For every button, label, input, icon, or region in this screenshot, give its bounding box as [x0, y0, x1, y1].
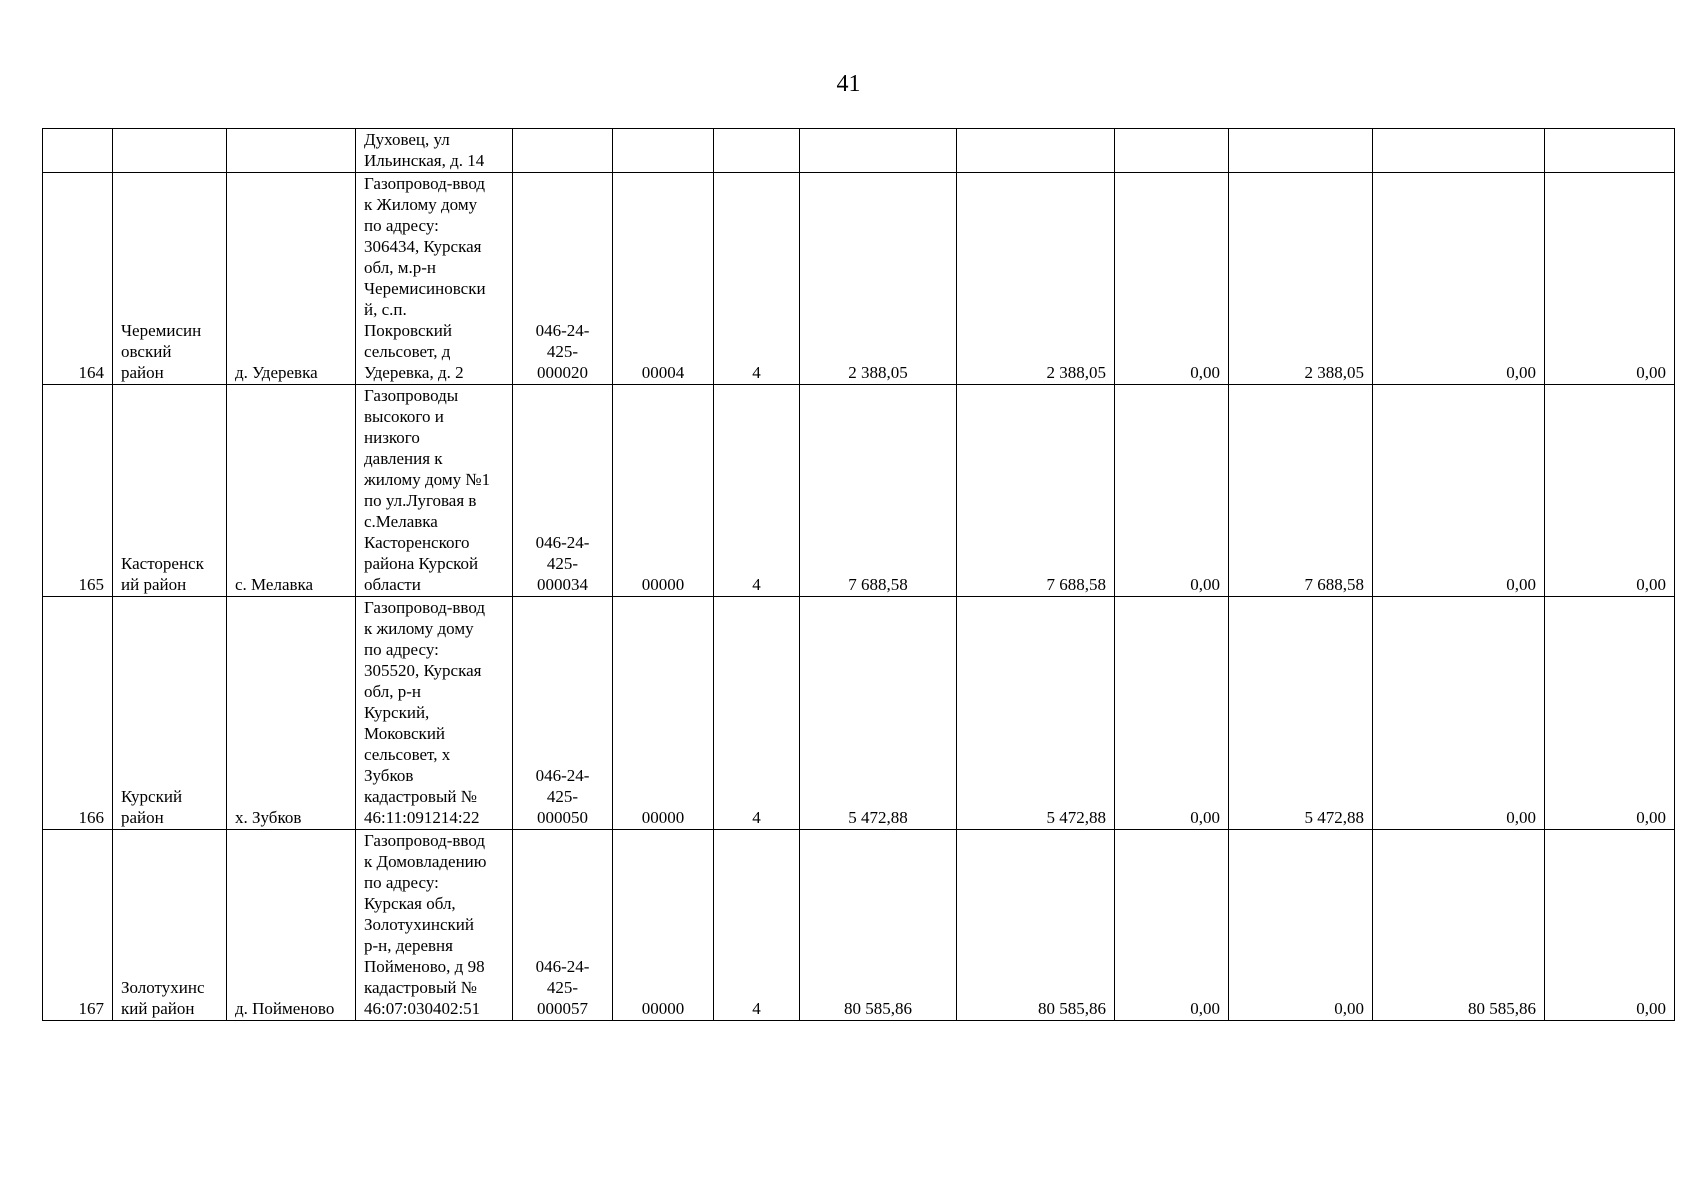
amount-cell-4: 2 388,05: [1229, 173, 1373, 385]
amount-cell-5: [1373, 129, 1545, 173]
subcode-cell: 00000: [613, 597, 714, 830]
subcode-cell: 00000: [613, 385, 714, 597]
table-row: [43, 129, 1675, 173]
district-cell: Золотухинс кий район: [113, 830, 227, 1021]
property-table: [42, 128, 1675, 1021]
type-cell: 4: [714, 597, 800, 830]
district-cell: [113, 129, 227, 173]
row-number-cell: 164: [43, 173, 113, 385]
settlement-cell: х. Зубков: [227, 597, 356, 830]
subcode-cell: [613, 129, 714, 173]
settlement-cell: [227, 129, 356, 173]
type-cell: 4: [714, 385, 800, 597]
page-number: 41: [836, 71, 861, 97]
settlement-cell: д. Пойменово: [227, 830, 356, 1021]
row-number-cell: [43, 129, 113, 173]
amount-cell-4: 0,00: [1229, 830, 1373, 1021]
amount-cell-4: 5 472,88: [1229, 597, 1373, 830]
amount-cell-6: 0,00: [1545, 385, 1675, 597]
row-number-cell: 166: [43, 597, 113, 830]
code-cell: 046-24- 425- 000057: [513, 830, 613, 1021]
row-number-cell: 167: [43, 830, 113, 1021]
district-cell: Черемисин овский район: [113, 173, 227, 385]
amount-cell-5: 0,00: [1373, 597, 1545, 830]
code-cell: [513, 129, 613, 173]
code-cell: 046-24- 425- 000034: [513, 385, 613, 597]
amount-cell-2: 2 388,05: [957, 173, 1115, 385]
amount-cell-5: 0,00: [1373, 385, 1545, 597]
amount-cell-3: 0,00: [1115, 830, 1229, 1021]
amount-cell-4: [1229, 129, 1373, 173]
amount-cell-3: [1115, 129, 1229, 173]
type-cell: 4: [714, 173, 800, 385]
amount-cell-6: 0,00: [1545, 597, 1675, 830]
subcode-cell: 00000: [613, 830, 714, 1021]
district-cell: Касторенск ий район: [113, 385, 227, 597]
code-cell: 046-24- 425- 000020: [513, 173, 613, 385]
amount-cell-3: 0,00: [1115, 173, 1229, 385]
code-cell: 046-24- 425- 000050: [513, 597, 613, 830]
settlement-cell: с. Мелавка: [227, 385, 356, 597]
subcode-cell: 00004: [613, 173, 714, 385]
amount-cell-4: 7 688,58: [1229, 385, 1373, 597]
description-cell: Газопровод-ввод к Жилому дому по адресу: 306434, Курская обл, м.р-н Черемисиновски й, с.п. Покровский сельсовет, д Удеревка, д. 2: [356, 173, 513, 385]
amount-cell-1: 80 585,86: [800, 830, 957, 1021]
amount-cell-1: 7 688,58: [800, 385, 957, 597]
amount-cell-2: 80 585,86: [957, 830, 1115, 1021]
type-cell: [714, 129, 800, 173]
amount-cell-5: 0,00: [1373, 173, 1545, 385]
amount-cell-2: 7 688,58: [957, 385, 1115, 597]
amount-cell-6: [1545, 129, 1675, 173]
settlement-cell: д. Удеревка: [227, 173, 356, 385]
description-cell: Газопровод-ввод к Домовладению по адресу: Курская обл, Золотухинский р-н, деревня Пойменово, д 98 кадастровый № 46:07:030402:51: [356, 830, 513, 1021]
amount-cell-6: 0,00: [1545, 173, 1675, 385]
description-cell: Газопровод-ввод к жилому дому по адресу: 305520, Курская обл, р-н Курский, Моковский сельсовет, х Зубков кадастровый № 46:11:091214:22: [356, 597, 513, 830]
table-row: [43, 830, 1675, 1021]
district-cell: Курский район: [113, 597, 227, 830]
amount-cell-3: 0,00: [1115, 385, 1229, 597]
table-row: [43, 173, 1675, 385]
amount-cell-1: 2 388,05: [800, 173, 957, 385]
amount-cell-3: 0,00: [1115, 597, 1229, 830]
table-row: [43, 597, 1675, 830]
amount-cell-6: 0,00: [1545, 830, 1675, 1021]
type-cell: 4: [714, 830, 800, 1021]
description-cell: Духовец, ул Ильинская, д. 14: [356, 129, 513, 173]
amount-cell-1: [800, 129, 957, 173]
description-cell: Газопроводы высокого и низкого давления к жилому дому №1 по ул.Луговая в с.Мелавка Касторенского района Курской области: [356, 385, 513, 597]
row-number-cell: 165: [43, 385, 113, 597]
amount-cell-2: [957, 129, 1115, 173]
table-row: [43, 385, 1675, 597]
amount-cell-1: 5 472,88: [800, 597, 957, 830]
amount-cell-5: 80 585,86: [1373, 830, 1545, 1021]
amount-cell-2: 5 472,88: [957, 597, 1115, 830]
